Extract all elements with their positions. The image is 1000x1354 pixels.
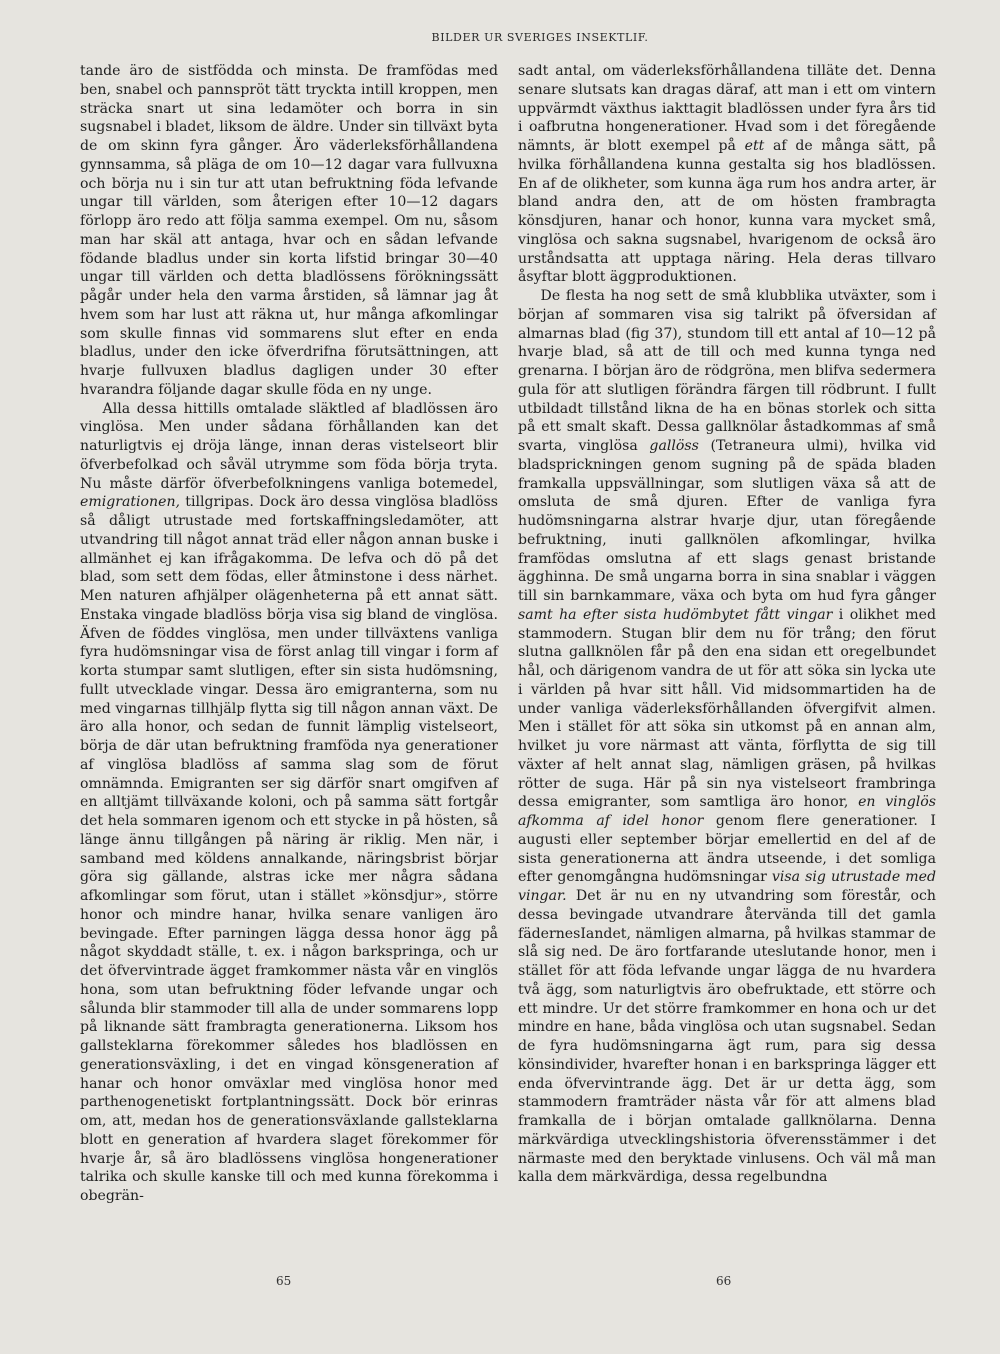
right-p2-text-c: i olikhet med stammodern. Stugan blir dem nu för trång; den förut slutna gallknölen får på den ena sidan ett oregelbundet hål, och därigenom vandra de ut för att söka sin lycka ute i världen på hvar sitt håll. Vid midsommartiden ha de under vanliga väderleksförhållanden öfvergifvit almen. Men i stället för att söka sin utkomst på en annan alm, hvilket ju vore närmast att vänta, förflytta de sig till växter af helt annat slag, nämligen gräsen, på hvilkas rötter de suga. Här på sin nya vistelseort frambringa dessa emigranter, som samtliga äro honor, [518, 606, 936, 811]
right-p2-text-b: (Tetraneura ulmi), hvilka vid bladsprickningen genom sugning på de späda bladen framkalla uppsvällningar, som slutligen växa så att de omsluta de små djuren. Efter de vanliga fyra hudömsningarna alstrar hvarje djur, utan föregående befruktning, inuti gallknölen afkomlingar, hvilka framfödas omslutna af ett slags genast bristande ägghinna. De små ungarna borra in sina snablar i väggen till sin barnkammare, växa och byta om hud fyra gånger [518, 438, 936, 604]
right-p2-text-e: Det är nu en ny utvandring som förestår, och dessa bevingade utvandrare återvända till det gamla fädernesIandet, nämligen almarna, på hvilkas stammar de slå sig ned. De äro fortfarande uteslutande honor, men i stället för att föda lefvande ungar lägga de nu hvardera två ägg, som naturligtvis äro obefruktade, ett större och ett mindre. Ur det större framkommer en hona och ur det mindre en hane, båda vinglösa och utan sugsnabel. Sedan de fyra hudömsningarna ägt rum, para sig dessa könsindivider, hvarefter honan i en barkspringa lägger ett enda öfvervintrande ägg. Det är ur detta ägg, som stammodern framträder nästa vår för att almens blad framkalla de i början omtalade gallknölarna. Denna märkvärdiga utvecklingshistoria öfverensstämmer i det närmaste med den beryktade vinlusens. Och väl må man kalla dem märkvärdiga, dessa regelbundna [518, 888, 936, 1186]
right-p2-italic-2: samt ha efter sista hudömbytet fått vingar [518, 606, 833, 623]
page-number-right: 66 [716, 1274, 732, 1288]
right-p2-italic-3: en vinglös afkomma af idel honor [518, 794, 936, 829]
right-p2-italic-4: visa sig utrustade med vingar. [518, 869, 936, 904]
right-p1-italic-1: ett [744, 138, 765, 154]
right-p1-text-a: sadt antal, om väderleksförhållandena tilläte det. Denna senare slutsats kan dragas däraf, att man i ett om vintern uppvärmdt växthus iakttagit bladlössen under fyra års tid i oafbrutna hongenerationer. Hvad som i det föregående nämnts, är blott exempel på [518, 63, 936, 154]
right-p2-text-d: genom flere generationer. I augusti eller september börjar emellertid en del af de sista generationerna att ändra utseende, i det somliga efter genomgångna hudömsningar [518, 813, 936, 886]
right-p1-text-b: af de många sätt, på hvilka förhållandena kunna gestalta sig hos bladlössen. En af de olikheter, som kunna äga rum hos andra arter, är bland andra den, att de om hösten frambragta könsdjuren, hanar och honor, kunna vara mycket små, vinglösa och sakna sugsnabel, hvarigenom de också äro urståndsatta att upptaga näring. Hela deras tillvaro åsyftar blott äggproduktionen. [518, 138, 936, 286]
running-head: BILDER UR SVERIGES INSEKTLIF. [431, 31, 649, 44]
right-p2-text-a: De flesta ha nog sett de små klubblika utväxter, som i början af sommaren visa sig talrikt på öfversidan af almarnas blad (fig 37), stundom till ett antal af 10—12 på hvarje blad, så att de till och med kunna tynga ned grenarna. I början äro de rödgröna, men blifva sedermera gula för att slutligen förändra färgen till rödbrunt. I fullt utbildadt tillstånd likna de ha en bönas storlek och sitta på ett smalt skaft. Dessa gallknölar åstadkommas af små svarta, vinglösa [518, 288, 936, 454]
right-paragraph-1 [518, 62, 936, 287]
left-p1-text: tande äro de sistfödda och minsta. De framfödas med ben, snabel och pannspröt tätt tryckta intill kroppen, men sträcka snart ut sina ledamöter och borra in sin sugsnabel i bladet, liksom de äldre. Under sin tillväxt byta de om skinn fyra gånger. Äro väderleksförhållandena gynnsamma, så pläga de om 10—12 dagar vara fullvuxna och börja nu i sin tur att utan befruktning föda lefvande ungar till världen, som återigen efter 10—12 dagars förlopp äro redo att följa samma exempel. Om nu, såsom man har skäl att antaga, hvar och en sådan lefvande födande bladlus under sin korta lifstid bringar 30—40 ungar till världen och detta bladlössens förökningssätt pågår under hela den varma årstiden, så lämnar jag åt hvem som har lust att räkna ut, hur många afkomlingar som skulle finnas vid sommarens slut efter en enda bladlus, under den icke öfverdrifna förutsättningen, att hvarje fullvuxen bladlus dagligen under 30 efter hvarandra följande dagar skulle föda en ny unge. [80, 63, 498, 398]
left-paragraph-1 [80, 62, 498, 400]
left-p2-text-b: tillgripas. Dock äro dessa vinglösa bladlöss så dåligt utrustade med fortskaffningsledamöter, att utvandring till något annat träd eller någon annan buske i allmänhet ej kan ifrågakomma. De lefva och dö på det blad, som sett dem födas, eller åtminstone i dess närhet. Men naturen afhjälper olägenheterna på ett annat sätt. Enstaka vingade bladlöss börja visa sig bland de vinglösa. Äfven de föddes vinglösa, men under tillväxtens vanliga fyra hudömsningar visa de först anlag till vingar i form af korta stumpar samt slutligen, efter sin sista hudömsning, fullt utvecklade vingar. Dessa äro emigranterna, som nu med vingarnas tillhjälp flytta sig till någon annan växt. De äro alla honor, och sedan de funnit lämplig vistelseort, börja de där utan befruktning framföda nya generationer af vinglösa bladlöss af samma slag som de förut omnämnda. Emigranten ser sig därför snart omgifven af en alltjämt tillväxande koloni, och på samma sätt fortgår det hela sommaren igenom och ett stycke in på hösten, så länge ännu tillgången på näring är riklig. Men när, i samband med köldens annalkande, näringsbrist börjar göra sig gällande, alstras icke mer några sådana afkomlingar som förut, utan i stället »könsdjur», större honor och mindre hanar, hvilka senare vanligen äro bevingade. Efter parningen lägga dessa honor ägg på något skyddadt ställe, t. ex. i någon barkspringa, och ur det öfvervintrade ägget framkommer nästa vår en vinglös hona, som utan befruktning föder lefvande ungar och sålunda blir stammoder till alla de under sommarens lopp på liknande sätt frambragta generationerna. Liksom hos gallsteklarna förekommer således hos bladlössen en generationsväxling, i det en vingad könsgeneration af hanar och honor omväxlar med vinglösa honor med parthenogenetiskt fortplantningssätt. Dock bör erinras om, att, medan hos de generationsväxlande gallsteklarna blott en generation af hvardera slaget förekommer för hvarje år, så äro bladlössens vinglösa hongenerationer talrika och skulle kanske till och med kunna förekomma i obegrän- [80, 494, 498, 1204]
right-column [518, 62, 936, 1187]
right-p2-italic-1: gallöss [649, 438, 699, 454]
left-p2-italic-1: emigrationen, [80, 494, 181, 511]
right-paragraph-2 [518, 287, 936, 1187]
left-paragraph-2 [80, 400, 498, 1206]
left-p2-text-a: Alla dessa hittills omtalade släktled af bladlössen äro vinglösa. Men under sådana förhållanden kan det naturligtvis ej dröja länge, innan deras vistelseort blir öfverbefolkad och såväl utrymme som föda börja tryta. Nu måste därför öfverbefolkningens vanliga botemedel, [80, 400, 498, 492]
page-number-left: 65 [276, 1274, 292, 1288]
left-column [80, 62, 498, 1206]
